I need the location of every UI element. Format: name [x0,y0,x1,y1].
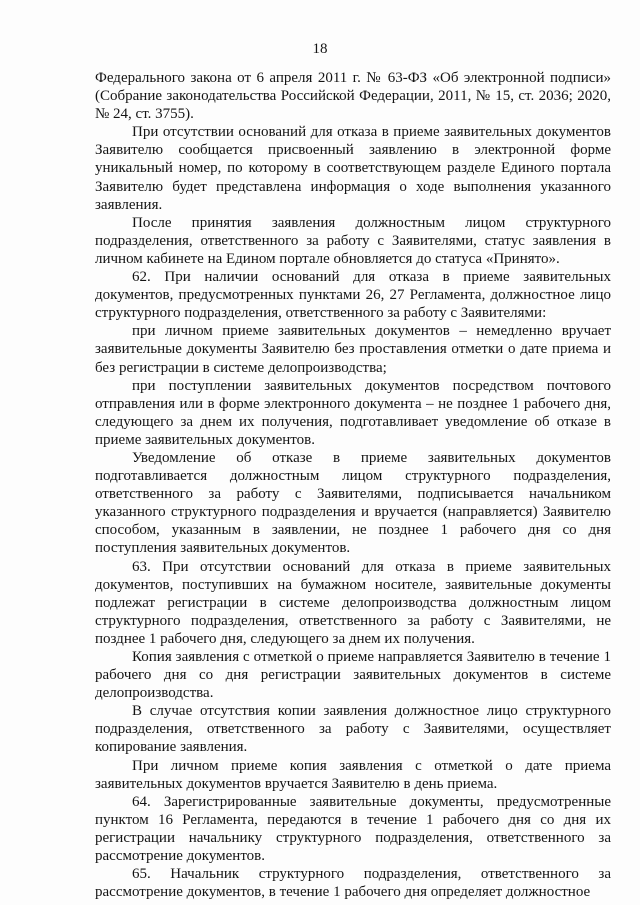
paragraph-item-65: 65. Начальник структурного подразделения, ответственного за рассмотрение документов, в течение 1 рабочего дня определяет должностное [95,866,611,901]
page-number: 18 [312,41,328,57]
paragraph-item-62: 62. При наличии оснований для отказа в приеме заявительных документов, предусмотренных пунктами 26, 27 Регламента, должностное лицо структурного подразделения, ответственного за работу с Заявителями: [95,269,611,322]
paragraph-status-accepted: После принятия заявления должностным лицом структурного подразделения, ответственного за работу с Заявителями, статус заявления в личном кабинете на Едином портале обновляется до статуса «Принято». [95,214,611,267]
paragraph-item-64: 64. Зарегистрированные заявительные документы, предусмотренные пунктом 16 Регламента, передаются в течение 1 рабочего дня со дня их регистрации начальнику структурного подразделения, ответственного за рассмотрение документов. [95,793,611,865]
paragraph-refusal-notice: Уведомление об отказе в приеме заявительных документов подготавливается должностным лицом структурного подразделения, ответственного за работу с Заявителями, подписывается начальником указанного структурного подразделения и вручается (направляется) Заявителю способом, указанным в заявлении, не позднее 1 рабочего дня со дня поступления заявительных документов. [95,449,611,557]
document-body [95,69,611,901]
paragraph-law-reference-continuation: Федерального закона от 6 апреля 2011 г. № 63-ФЗ «Об электронной подписи» (Собрание законодательства Российской Федерации, 2011, № 15, ст. 2036; 2020, № 24, ст. 3755). [95,70,611,123]
paragraph-copy-handed: При личном приеме копия заявления с отметкой о дате приема заявительных документов вручается Заявителю в день приема. [95,757,611,792]
paragraph-personal-reception: при личном приеме заявительных документов – немедленно вручает заявительные документы Заявителю без проставления отметки о дате приема и без регистрации в системе делопроизводства; [95,323,611,376]
paragraph-copy-missing: В случае отсутствия копии заявления должностное лицо структурного подразделения, ответственного за работу с Заявителями, осуществляет копирование заявления. [95,703,611,756]
paragraph-item-63: 63. При отсутствии оснований для отказа в приеме заявительных документов, поступивших на бумажном носителе, заявительные документы подлежат регистрации в системе делопроизводства должностным лицом структурного подразделения, ответственного за работу с Заявителями, не позднее 1 рабочего дня, следующего за днем их получения. [95,558,611,647]
paragraph-unique-number-notice: При отсутствии оснований для отказа в приеме заявительных документов Заявителю сообщается присвоенный заявлению в электронной форме уникальный номер, по которому в соответствующем разделе Единого портала Заявителю будет представлена информация о ходе выполнения указанного заявления. [95,124,611,213]
paragraph-postal-electronic: при поступлении заявительных документов посредством почтового отправления или в форме электронного документа – не позднее 1 рабочего дня, следующего за днем их получения, подготавливает уведомление об отказе в приеме заявительных документов. [95,377,611,448]
paragraph-copy-sent: Копия заявления с отметкой о приеме направляется Заявителю в течение 1 рабочего дня со дня регистрации заявительных документов в системе делопроизводства. [95,649,611,702]
